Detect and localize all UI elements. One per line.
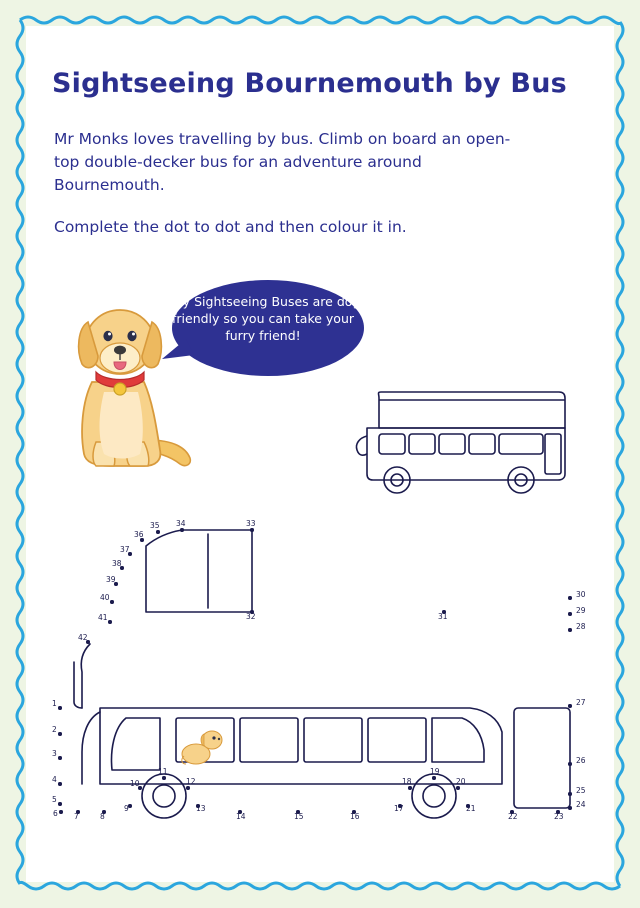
dot-number-label: 32: [246, 612, 256, 621]
dot-number-label: 11: [158, 767, 168, 776]
dot-point: [568, 792, 571, 795]
dot-number-label: 1: [52, 699, 57, 708]
instruction-paragraph: Complete the dot to dot and then colour it in.: [54, 217, 407, 236]
dot-number-label: 38: [112, 559, 122, 568]
speech-bubble: [160, 275, 366, 381]
dot-number-label: 41: [98, 613, 108, 622]
dot-number-label: 26: [576, 756, 586, 765]
intro-paragraph: Mr Monks loves travelling by bus. Climb on board an open-top double-decker bus for an adventure around Bournemouth.: [54, 129, 511, 194]
dot-number-label: 9: [124, 804, 129, 813]
dot-point: [58, 732, 61, 735]
dot-point: [568, 704, 571, 707]
dot-number-label: 17: [394, 804, 404, 813]
dot-number-label: 21: [466, 804, 476, 813]
dot-number-label: 36: [134, 530, 144, 539]
bus-illustration: [345, 370, 575, 505]
dot-number-label: 27: [576, 698, 586, 707]
dot-number-label: 25: [576, 786, 586, 795]
dot-number-label: 16: [350, 812, 360, 821]
dot-number-label: 39: [106, 575, 116, 584]
dot-point: [58, 782, 61, 785]
dot-number-label: 31: [438, 612, 448, 621]
dot-number-label: 2: [52, 725, 57, 734]
dot-number-label: 20: [456, 777, 466, 786]
dot-number-label: 3: [52, 749, 57, 758]
dot-number-label: 24: [576, 800, 586, 809]
dot-point: [250, 528, 253, 531]
dot-point: [186, 786, 189, 789]
dot-point: [58, 802, 61, 805]
dot-point: [58, 756, 61, 759]
dot-number-label: 22: [508, 812, 518, 821]
dot-point: [59, 810, 62, 813]
dot-number-label: 23: [554, 812, 564, 821]
dot-number-label: 19: [430, 767, 440, 776]
dot-number-label: 14: [236, 812, 246, 821]
dot-number-label: 40: [100, 593, 110, 602]
dot-point: [108, 620, 111, 623]
dot-point: [180, 528, 183, 531]
dot-point: [432, 776, 435, 779]
dot-number-label: 10: [130, 779, 140, 788]
dot-number-label: 35: [150, 521, 160, 530]
page-title: Sightseeing Bournemouth by Bus: [52, 68, 567, 100]
dot-point: [568, 762, 571, 765]
dot-point: [568, 596, 571, 599]
dot-number-label: 8: [100, 812, 105, 821]
dot-number-label: 15: [294, 812, 304, 821]
dot-number-label: 7: [74, 812, 79, 821]
dot-number-label: 29: [576, 606, 586, 615]
dot-number-label: 6: [53, 809, 58, 818]
dot-point: [568, 806, 571, 809]
dot-number-label: 12: [186, 777, 196, 786]
dot-number-label: 37: [120, 545, 130, 554]
dot-number-label: 13: [196, 804, 206, 813]
dot-number-label: 4: [52, 775, 57, 784]
dot-number-label: 5: [52, 795, 57, 804]
dot-number-label: 42: [78, 633, 88, 642]
dot-point: [110, 600, 113, 603]
dot-point: [568, 628, 571, 631]
dot-point: [162, 776, 165, 779]
dot-number-label: 34: [176, 519, 186, 528]
dot-to-dot-puzzle: [30, 512, 610, 842]
dot-point: [568, 612, 571, 615]
dot-number-label: 28: [576, 622, 586, 631]
dot-point: [408, 786, 411, 789]
dot-number-label: 30: [576, 590, 586, 599]
dot-point: [456, 786, 459, 789]
dot-point: [58, 706, 61, 709]
speech-bubble-text: City Sightseeing Buses are dog friendly so you can take your furry friend!: [165, 294, 361, 343]
dot-number-label: 18: [402, 777, 412, 786]
dot-number-label: 33: [246, 519, 256, 528]
dot-point: [156, 530, 159, 533]
